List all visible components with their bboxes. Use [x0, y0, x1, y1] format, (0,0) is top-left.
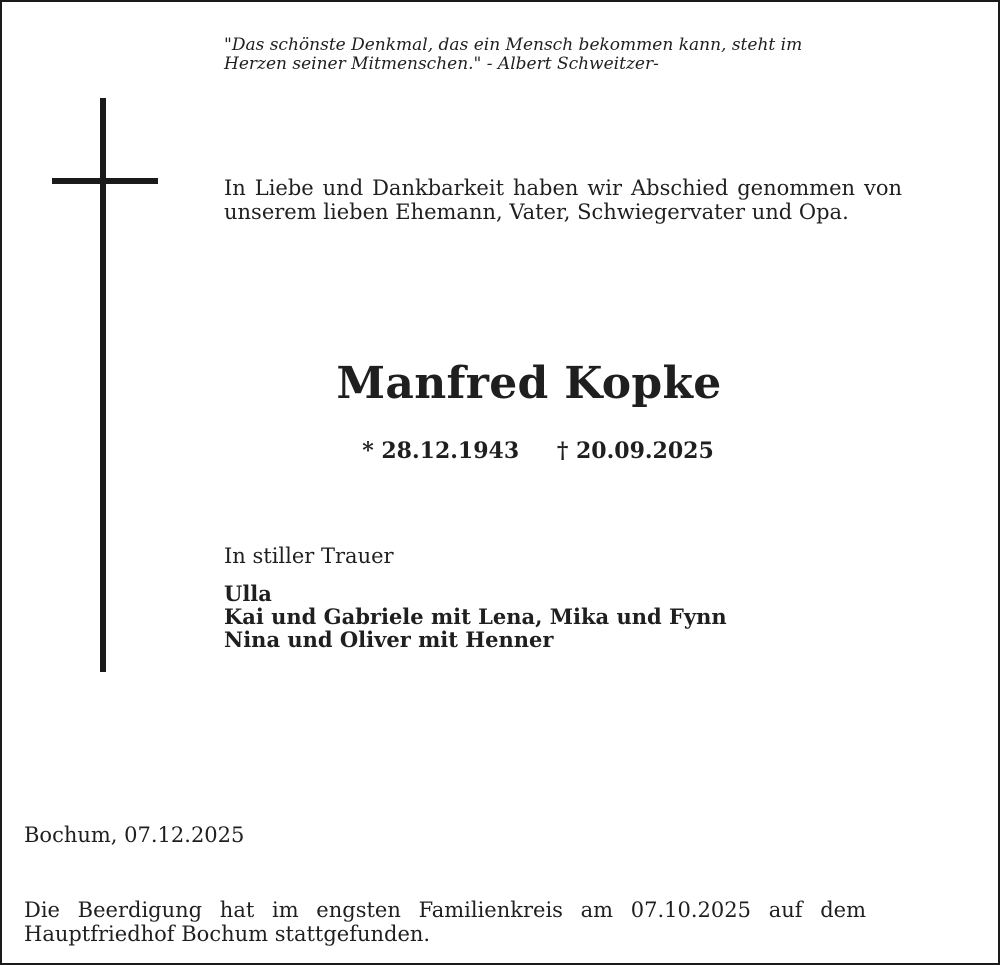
deceased-name: Manfred Kopke	[336, 358, 722, 409]
mourner-line: Ulla	[224, 581, 272, 606]
birth-date: * 28.12.1943	[362, 438, 520, 464]
death-date: † 20.09.2025	[556, 438, 714, 464]
funeral-note: Die Beerdigung hat im engsten Familienkreis am 07.10.2025 auf dem Hauptfriedhof Bochum stattgefunden.	[24, 898, 866, 946]
place-and-date: Bochum, 07.12.2025	[24, 823, 245, 847]
cross-icon	[52, 98, 158, 672]
mourners-list	[224, 582, 727, 651]
quote-text: "Das schönste Denkmal, das ein Mensch bekommen kann, steht im Herzen seiner Mitmenschen." - Albert Schweitzer-	[224, 35, 803, 74]
cross-horizontal-bar	[52, 178, 158, 184]
mourner-line: Kai und Gabriele mit Lena, Mika und Fynn	[224, 604, 727, 629]
mourner-line: Nina und Oliver mit Henner	[224, 627, 554, 652]
life-dates	[224, 438, 852, 464]
farewell-text: In Liebe und Dankbarkeit haben wir Abschied genommen von unserem lieben Ehemann, Vater, Schwiegervater und Opa.	[224, 176, 902, 224]
cross-vertical-bar	[100, 98, 106, 672]
mourning-label: In stiller Trauer	[224, 544, 394, 568]
